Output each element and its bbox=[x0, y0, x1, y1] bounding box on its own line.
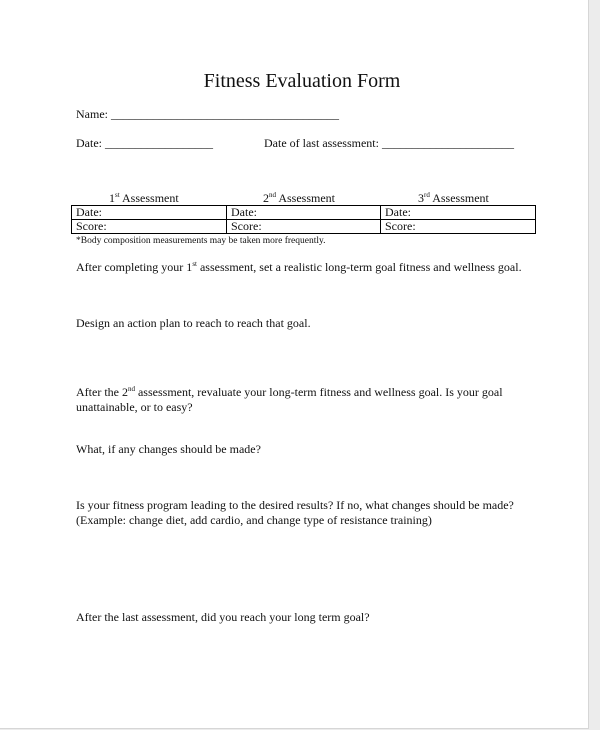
table-footnote: *Body composition measurements may be taken more frequently. bbox=[76, 236, 326, 246]
assessment-header-2: 2nd Assessment bbox=[263, 191, 336, 205]
date-cell-1[interactable]: Date: bbox=[72, 206, 227, 220]
score-cell-3[interactable]: Score: bbox=[381, 220, 536, 234]
table-row-score bbox=[72, 220, 536, 234]
date-field[interactable] bbox=[76, 136, 213, 151]
assessment-header-3: 3rd Assessment bbox=[418, 191, 489, 205]
question-6: After the last assessment, did you reach your long term goal? bbox=[76, 610, 370, 624]
date-cell-3[interactable]: Date: bbox=[381, 206, 536, 220]
last-assessment-label: Date of last assessment: bbox=[264, 136, 379, 150]
question-5: Is your fitness program leading to the desired results? If no, what changes should be made? (Example: change diet, add cardio, and change type of resistance training) bbox=[76, 498, 514, 527]
date-blank[interactable]: __________________ bbox=[105, 136, 213, 150]
question-4: What, if any changes should be made? bbox=[76, 442, 261, 456]
question-1: After completing your 1st assessment, set a realistic long-term goal fitness and wellness goal. bbox=[76, 260, 522, 274]
date-label: Date: bbox=[76, 136, 102, 150]
question-3: After the 2nd assessment, revaluate your long-term fitness and wellness goal. Is your goal unattainable, or to easy? bbox=[76, 385, 503, 414]
score-cell-1[interactable]: Score: bbox=[72, 220, 227, 234]
assessment-table bbox=[71, 205, 536, 234]
assessment-header-1: 1st Assessment bbox=[109, 191, 179, 205]
date-cell-2[interactable]: Date: bbox=[227, 206, 381, 220]
score-cell-2[interactable]: Score: bbox=[227, 220, 381, 234]
question-2: Design an action plan to reach to reach that goal. bbox=[76, 316, 311, 330]
name-blank[interactable]: ______________________________________ bbox=[111, 107, 339, 121]
last-assessment-field[interactable] bbox=[264, 136, 514, 151]
name-field[interactable] bbox=[76, 107, 339, 122]
name-label: Name: bbox=[76, 107, 108, 121]
table-row-date bbox=[72, 206, 536, 220]
form-title: Fitness Evaluation Form bbox=[203, 70, 401, 92]
last-assessment-blank[interactable]: ______________________ bbox=[381, 136, 514, 150]
